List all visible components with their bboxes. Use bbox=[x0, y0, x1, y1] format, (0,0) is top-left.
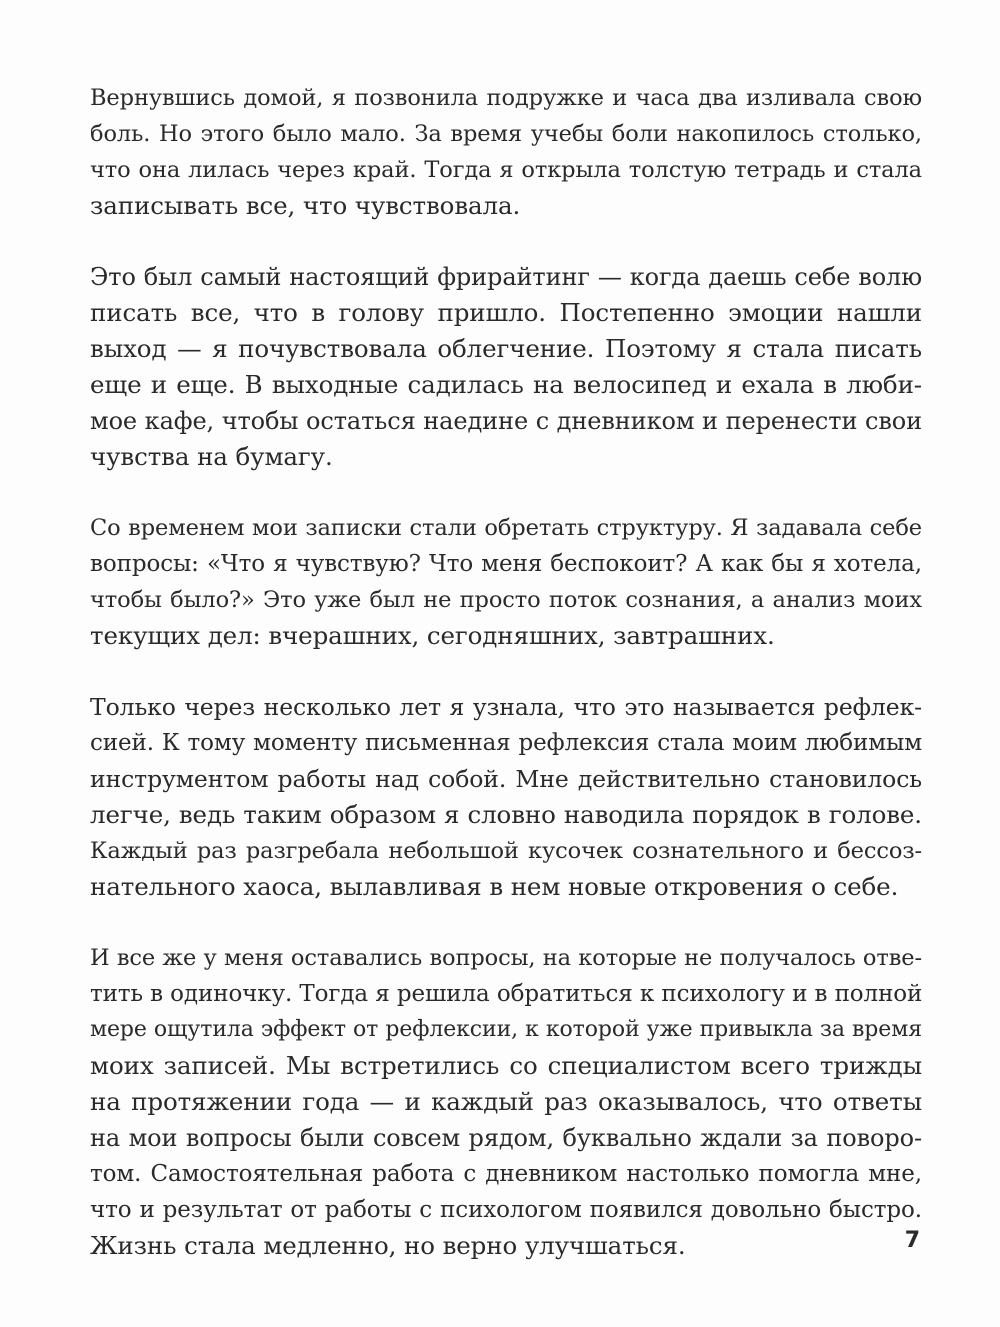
text-line: Со временем мои записки стали обретать структуру. Я задавала себе bbox=[90, 515, 922, 541]
text-line: Вернувшись домой, я позвонила подружке и часа два изливала свою bbox=[90, 85, 922, 111]
text-line: записывать все, что чувствовала. bbox=[90, 191, 521, 220]
text-line: еще и еще. В выходные садилась на велосипед и ехала в люби- bbox=[90, 370, 922, 399]
text-line: вопросы: «Что я чувствую? Что меня беспокоит? А как бы я хотела, bbox=[90, 551, 922, 577]
paragraph-4 bbox=[90, 689, 922, 905]
text-line: Каждый раз разгребала небольшой кусочек сознательного и бессоз- bbox=[90, 838, 922, 864]
paragraph-5 bbox=[90, 940, 922, 1264]
text-line: чувства на бумагу. bbox=[90, 442, 333, 471]
text-line: инструментом работы над собой. Мне действительно становилось bbox=[90, 765, 922, 793]
text-line: моих записей. Мы встретились со специалистом всего трижды bbox=[90, 1051, 922, 1080]
text-line: что она лилась через край. Тогда я открыла толстую тетрадь и стала bbox=[90, 157, 922, 183]
text-line: нательного хаоса, вылавливая в нем новые откровения о себе. bbox=[90, 872, 899, 901]
text-line: выход — я почувствовала облегчение. Поэтому я стала писать bbox=[90, 334, 922, 363]
text-line: писать все, что в голову пришло. Постепенно эмоции нашли bbox=[90, 298, 922, 327]
paragraph-3 bbox=[90, 510, 922, 654]
text-line: чтобы было?» Это уже был не просто поток сознания, а анализ моих bbox=[90, 587, 922, 613]
text-line: на мои вопросы были совсем рядом, буквально ждали за поворо- bbox=[90, 1124, 922, 1152]
text-line: на протяжении года — и каждый раз оказывалось, что ответы bbox=[90, 1087, 922, 1116]
text-line: легче, ведь таким образом я словно наводила порядок в голове. bbox=[90, 800, 922, 829]
page-number: 7 bbox=[904, 1228, 920, 1253]
text-line: мере ощутила эффект от рефлексии, к которой уже привыкла за время bbox=[90, 1017, 922, 1042]
text-line: том. Самостоятельная работа с дневником настолько помогла мне, bbox=[90, 1161, 922, 1187]
text-line: текущих дел: вчерашних, сегодняшних, завтрашних. bbox=[90, 621, 775, 650]
body-text bbox=[90, 80, 922, 1299]
text-line: Это был самый настоящий фрирайтинг — когда даешь себе волю bbox=[90, 263, 922, 291]
text-line: сией. К тому моменту письменная рефлексия стала моим любимым bbox=[90, 730, 922, 756]
text-line: что и результат от работы с психологом появился довольно быстро. bbox=[90, 1197, 922, 1223]
text-line: боль. Но этого было мало. За время учебы боли накопилось столько, bbox=[90, 121, 922, 147]
text-line: тить в одиночку. Тогда я решила обратиться к психологу и в полной bbox=[90, 981, 923, 1007]
paragraph-1 bbox=[90, 80, 922, 224]
text-line: И все же у меня оставались вопросы, на которые не получалось отве- bbox=[90, 945, 922, 971]
text-line: Жизнь стала медленно, но верно улучшаться. bbox=[90, 1231, 686, 1260]
paragraph-2 bbox=[90, 259, 922, 475]
text-line: Только через несколько лет я узнала, что это называется рефлек- bbox=[90, 693, 922, 721]
text-line: мое кафе, чтобы остаться наедине с дневником и перенести свои bbox=[90, 407, 922, 435]
